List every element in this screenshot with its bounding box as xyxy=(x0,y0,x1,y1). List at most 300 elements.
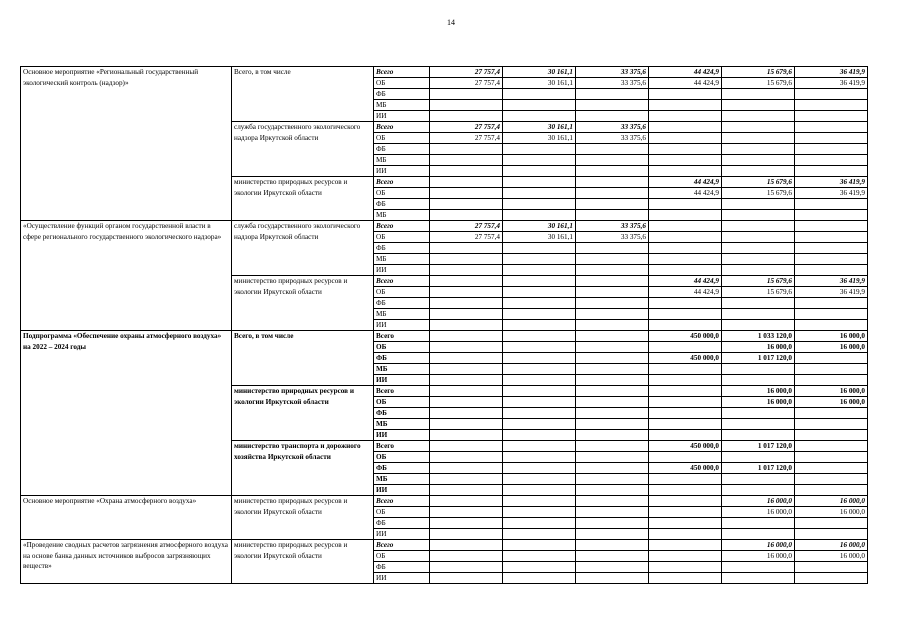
amount-cell xyxy=(722,243,795,254)
amount-cell xyxy=(722,100,795,111)
amount-cell xyxy=(649,133,722,144)
amount-cell xyxy=(649,562,722,573)
amount-cell: 450 000,0 xyxy=(649,353,722,364)
amount-cell xyxy=(430,496,503,507)
amount-cell xyxy=(576,309,649,320)
amount-cell: 30 161,1 xyxy=(503,232,576,243)
amount-cell xyxy=(503,276,576,287)
source-type-cell: ОБ xyxy=(374,551,430,562)
activity-name-cell: Подпрограмма «Обеспечение охраны атмосферного воздуха» на 2022 – 2024 годы xyxy=(21,331,232,496)
amount-cell: 450 000,0 xyxy=(649,331,722,342)
amount-cell xyxy=(576,485,649,496)
amount-cell xyxy=(430,397,503,408)
amount-cell xyxy=(649,452,722,463)
amount-cell xyxy=(649,485,722,496)
amount-cell xyxy=(795,320,868,331)
amount-cell xyxy=(503,397,576,408)
amount-cell xyxy=(722,210,795,221)
amount-cell xyxy=(576,353,649,364)
amount-cell: 33 375,6 xyxy=(576,122,649,133)
source-type-cell: МБ xyxy=(374,254,430,265)
amount-cell xyxy=(430,485,503,496)
amount-cell xyxy=(503,573,576,584)
amount-cell: 27 757,4 xyxy=(430,122,503,133)
amount-cell xyxy=(430,507,503,518)
amount-cell xyxy=(430,573,503,584)
amount-cell: 16 000,0 xyxy=(722,386,795,397)
amount-cell xyxy=(722,221,795,232)
amount-cell xyxy=(576,243,649,254)
source-type-cell: ОБ xyxy=(374,507,430,518)
amount-cell xyxy=(795,485,868,496)
table-row xyxy=(21,331,868,342)
amount-cell xyxy=(576,408,649,419)
source-type-cell: ОБ xyxy=(374,78,430,89)
amount-cell xyxy=(795,474,868,485)
amount-cell xyxy=(430,298,503,309)
executor-cell: Всего, в том числе xyxy=(232,331,374,386)
amount-cell: 16 000,0 xyxy=(722,397,795,408)
amount-cell xyxy=(430,540,503,551)
amount-cell: 27 757,4 xyxy=(430,232,503,243)
amount-cell xyxy=(649,265,722,276)
source-type-cell: ФБ xyxy=(374,144,430,155)
source-type-cell: Всего xyxy=(374,67,430,78)
amount-cell xyxy=(576,199,649,210)
amount-cell xyxy=(795,221,868,232)
amount-cell xyxy=(430,166,503,177)
source-type-cell: ФБ xyxy=(374,562,430,573)
source-type-cell: МБ xyxy=(374,309,430,320)
amount-cell xyxy=(795,210,868,221)
amount-cell: 450 000,0 xyxy=(649,463,722,474)
amount-cell: 36 419,9 xyxy=(795,287,868,298)
amount-cell xyxy=(503,320,576,331)
amount-cell xyxy=(722,111,795,122)
amount-cell xyxy=(503,551,576,562)
executor-cell: служба государственного экологического надзора Иркутской области xyxy=(232,122,374,177)
amount-cell xyxy=(503,210,576,221)
amount-cell: 36 419,9 xyxy=(795,276,868,287)
amount-cell xyxy=(430,100,503,111)
amount-cell xyxy=(795,89,868,100)
amount-cell xyxy=(430,177,503,188)
amount-cell xyxy=(576,254,649,265)
amount-cell xyxy=(649,89,722,100)
amount-cell: 44 424,9 xyxy=(649,188,722,199)
amount-cell: 16 000,0 xyxy=(722,496,795,507)
amount-cell xyxy=(576,474,649,485)
source-type-cell: МБ xyxy=(374,100,430,111)
amount-cell: 27 757,4 xyxy=(430,67,503,78)
amount-cell xyxy=(576,331,649,342)
amount-cell xyxy=(649,111,722,122)
amount-cell xyxy=(576,463,649,474)
amount-cell xyxy=(722,122,795,133)
amount-cell xyxy=(430,276,503,287)
source-type-cell: МБ xyxy=(374,364,430,375)
amount-cell xyxy=(649,298,722,309)
amount-cell: 16 000,0 xyxy=(795,496,868,507)
executor-cell: Всего, в том числе xyxy=(232,67,374,122)
amount-cell: 15 679,6 xyxy=(722,287,795,298)
amount-cell: 16 000,0 xyxy=(795,551,868,562)
amount-cell xyxy=(430,474,503,485)
amount-cell xyxy=(795,133,868,144)
amount-cell: 1 033 120,0 xyxy=(722,331,795,342)
amount-cell: 16 000,0 xyxy=(795,507,868,518)
amount-cell: 30 161,1 xyxy=(503,122,576,133)
amount-cell xyxy=(576,177,649,188)
amount-cell xyxy=(430,353,503,364)
amount-cell xyxy=(795,430,868,441)
amount-cell xyxy=(430,309,503,320)
source-type-cell: ОБ xyxy=(374,133,430,144)
amount-cell xyxy=(576,188,649,199)
table-row xyxy=(21,540,868,551)
amount-cell xyxy=(722,518,795,529)
source-type-cell: МБ xyxy=(374,474,430,485)
amount-cell xyxy=(649,364,722,375)
amount-cell xyxy=(649,254,722,265)
amount-cell xyxy=(649,375,722,386)
amount-cell: 15 679,6 xyxy=(722,188,795,199)
amount-cell xyxy=(503,265,576,276)
amount-cell xyxy=(722,133,795,144)
source-type-cell: МБ xyxy=(374,210,430,221)
amount-cell xyxy=(649,529,722,540)
amount-cell xyxy=(430,463,503,474)
amount-cell xyxy=(430,320,503,331)
source-type-cell: Всего xyxy=(374,386,430,397)
source-type-cell: ИИ xyxy=(374,111,430,122)
source-type-cell: ИИ xyxy=(374,485,430,496)
amount-cell xyxy=(576,518,649,529)
amount-cell xyxy=(430,254,503,265)
amount-cell xyxy=(795,419,868,430)
amount-cell: 44 424,9 xyxy=(649,78,722,89)
amount-cell xyxy=(649,540,722,551)
amount-cell xyxy=(795,573,868,584)
source-type-cell: Всего xyxy=(374,177,430,188)
amount-cell xyxy=(795,441,868,452)
amount-cell xyxy=(430,155,503,166)
source-type-cell: Всего xyxy=(374,122,430,133)
amount-cell: 33 375,6 xyxy=(576,78,649,89)
source-type-cell: ФБ xyxy=(374,518,430,529)
source-type-cell: МБ xyxy=(374,155,430,166)
amount-cell xyxy=(503,100,576,111)
amount-cell xyxy=(649,386,722,397)
amount-cell xyxy=(649,210,722,221)
amount-cell xyxy=(795,155,868,166)
amount-cell xyxy=(576,342,649,353)
amount-cell: 16 000,0 xyxy=(722,507,795,518)
amount-cell xyxy=(503,89,576,100)
amount-cell xyxy=(576,496,649,507)
activity-name-cell: Основное мероприятие «Охрана атмосферного воздуха» xyxy=(21,496,232,540)
amount-cell xyxy=(649,397,722,408)
executor-cell: министерство природных ресурсов и экологии Иркутской области xyxy=(232,276,374,331)
amount-cell xyxy=(503,419,576,430)
amount-cell xyxy=(795,144,868,155)
amount-cell: 450 000,0 xyxy=(649,441,722,452)
amount-cell xyxy=(795,408,868,419)
amount-cell: 15 679,6 xyxy=(722,177,795,188)
amount-cell: 16 000,0 xyxy=(722,342,795,353)
amount-cell: 30 161,1 xyxy=(503,221,576,232)
amount-cell: 30 161,1 xyxy=(503,133,576,144)
source-type-cell: ФБ xyxy=(374,199,430,210)
amount-cell xyxy=(722,474,795,485)
amount-cell xyxy=(795,254,868,265)
amount-cell xyxy=(430,562,503,573)
amount-cell xyxy=(576,551,649,562)
amount-cell xyxy=(503,188,576,199)
amount-cell xyxy=(795,265,868,276)
amount-cell xyxy=(722,529,795,540)
amount-cell xyxy=(430,364,503,375)
amount-cell xyxy=(649,144,722,155)
amount-cell xyxy=(503,111,576,122)
amount-cell xyxy=(576,287,649,298)
source-type-cell: ФБ xyxy=(374,408,430,419)
amount-cell xyxy=(430,529,503,540)
amount-cell xyxy=(503,386,576,397)
amount-cell xyxy=(503,364,576,375)
amount-cell xyxy=(503,243,576,254)
amount-cell: 44 424,9 xyxy=(649,177,722,188)
source-type-cell: ИИ xyxy=(374,320,430,331)
amount-cell xyxy=(576,430,649,441)
amount-cell xyxy=(576,441,649,452)
amount-cell xyxy=(503,155,576,166)
amount-cell xyxy=(649,551,722,562)
amount-cell: 44 424,9 xyxy=(649,67,722,78)
source-type-cell: Всего xyxy=(374,331,430,342)
source-type-cell: ОБ xyxy=(374,232,430,243)
amount-cell xyxy=(576,386,649,397)
amount-cell xyxy=(722,309,795,320)
amount-cell xyxy=(649,232,722,243)
amount-cell xyxy=(503,353,576,364)
amount-cell: 15 679,6 xyxy=(722,276,795,287)
amount-cell xyxy=(503,199,576,210)
amount-cell xyxy=(649,155,722,166)
amount-cell: 44 424,9 xyxy=(649,276,722,287)
amount-cell xyxy=(576,452,649,463)
amount-cell xyxy=(722,232,795,243)
source-type-cell: ИИ xyxy=(374,430,430,441)
amount-cell xyxy=(430,441,503,452)
amount-cell xyxy=(430,452,503,463)
amount-cell xyxy=(722,375,795,386)
amount-cell xyxy=(722,298,795,309)
amount-cell xyxy=(722,144,795,155)
source-type-cell: ФБ xyxy=(374,298,430,309)
amount-cell xyxy=(649,474,722,485)
amount-cell: 36 419,9 xyxy=(795,177,868,188)
amount-cell xyxy=(795,309,868,320)
amount-cell xyxy=(503,331,576,342)
amount-cell xyxy=(722,199,795,210)
amount-cell xyxy=(649,100,722,111)
table-row xyxy=(21,496,868,507)
amount-cell xyxy=(795,199,868,210)
amount-cell xyxy=(430,111,503,122)
activity-name-cell: Основное мероприятие «Региональный государственный экологический контроль (надзор)» xyxy=(21,67,232,221)
executor-cell: министерство природных ресурсов и экологии Иркутской области xyxy=(232,177,374,221)
amount-cell xyxy=(503,529,576,540)
amount-cell xyxy=(576,210,649,221)
source-type-cell: ОБ xyxy=(374,397,430,408)
amount-cell xyxy=(576,529,649,540)
amount-cell xyxy=(722,155,795,166)
amount-cell xyxy=(430,144,503,155)
amount-cell xyxy=(576,562,649,573)
amount-cell xyxy=(722,408,795,419)
amount-cell xyxy=(503,408,576,419)
amount-cell xyxy=(795,364,868,375)
amount-cell xyxy=(795,232,868,243)
amount-cell: 1 017 120,0 xyxy=(722,441,795,452)
amount-cell xyxy=(430,430,503,441)
amount-cell xyxy=(503,518,576,529)
source-type-cell: ИИ xyxy=(374,166,430,177)
amount-cell xyxy=(795,463,868,474)
amount-cell: 16 000,0 xyxy=(722,540,795,551)
amount-cell xyxy=(722,430,795,441)
amount-cell xyxy=(576,111,649,122)
amount-cell: 16 000,0 xyxy=(795,331,868,342)
amount-cell xyxy=(795,452,868,463)
amount-cell xyxy=(722,89,795,100)
amount-cell: 33 375,6 xyxy=(576,133,649,144)
amount-cell xyxy=(576,298,649,309)
amount-cell xyxy=(722,254,795,265)
activity-name-cell: «Проведение сводных расчетов загрязнения атмосферного воздуха на основе банка данных источников выбросов загрязняющих веществ» xyxy=(21,540,232,584)
amount-cell xyxy=(649,573,722,584)
amount-cell xyxy=(503,254,576,265)
amount-cell: 36 419,9 xyxy=(795,67,868,78)
amount-cell xyxy=(503,166,576,177)
source-type-cell: ФБ xyxy=(374,353,430,364)
table-row xyxy=(21,221,868,232)
amount-cell xyxy=(649,496,722,507)
amount-cell xyxy=(576,540,649,551)
source-type-cell: Всего xyxy=(374,276,430,287)
amount-cell: 16 000,0 xyxy=(795,386,868,397)
amount-cell xyxy=(576,166,649,177)
amount-cell xyxy=(576,320,649,331)
budget-table xyxy=(20,66,868,584)
amount-cell: 1 017 120,0 xyxy=(722,463,795,474)
amount-cell xyxy=(503,496,576,507)
amount-cell xyxy=(649,166,722,177)
table-row xyxy=(21,67,868,78)
amount-cell: 16 000,0 xyxy=(795,540,868,551)
amount-cell xyxy=(649,342,722,353)
amount-cell xyxy=(430,518,503,529)
amount-cell xyxy=(430,419,503,430)
amount-cell xyxy=(503,485,576,496)
amount-cell xyxy=(649,221,722,232)
amount-cell xyxy=(430,287,503,298)
amount-cell: 33 375,6 xyxy=(576,67,649,78)
amount-cell xyxy=(576,419,649,430)
amount-cell xyxy=(649,518,722,529)
amount-cell xyxy=(795,243,868,254)
amount-cell xyxy=(430,551,503,562)
amount-cell xyxy=(649,309,722,320)
amount-cell xyxy=(649,122,722,133)
amount-cell xyxy=(430,408,503,419)
source-type-cell: ОБ xyxy=(374,287,430,298)
amount-cell: 16 000,0 xyxy=(722,551,795,562)
amount-cell xyxy=(503,540,576,551)
amount-cell: 16 000,0 xyxy=(795,342,868,353)
amount-cell xyxy=(795,562,868,573)
amount-cell xyxy=(503,309,576,320)
source-type-cell: ИИ xyxy=(374,529,430,540)
amount-cell xyxy=(503,441,576,452)
source-type-cell: ОБ xyxy=(374,452,430,463)
amount-cell xyxy=(503,287,576,298)
amount-cell xyxy=(430,199,503,210)
source-type-cell: Всего xyxy=(374,221,430,232)
amount-cell xyxy=(576,364,649,375)
source-type-cell: ИИ xyxy=(374,265,430,276)
source-type-cell: Всего xyxy=(374,441,430,452)
amount-cell xyxy=(722,562,795,573)
amount-cell xyxy=(795,122,868,133)
amount-cell xyxy=(576,100,649,111)
activity-name-cell: «Осуществление функций органом государственной власти в сфере регионального государственного экологического надзора» xyxy=(21,221,232,331)
amount-cell xyxy=(649,199,722,210)
amount-cell xyxy=(503,463,576,474)
amount-cell xyxy=(503,375,576,386)
amount-cell: 27 757,4 xyxy=(430,221,503,232)
amount-cell: 15 679,6 xyxy=(722,78,795,89)
source-type-cell: ИИ xyxy=(374,573,430,584)
amount-cell xyxy=(576,89,649,100)
amount-cell xyxy=(722,265,795,276)
amount-cell xyxy=(576,155,649,166)
amount-cell xyxy=(795,166,868,177)
source-type-cell: ФБ xyxy=(374,243,430,254)
amount-cell: 27 757,4 xyxy=(430,133,503,144)
amount-cell xyxy=(795,353,868,364)
amount-cell: 15 679,6 xyxy=(722,67,795,78)
source-type-cell: ИИ xyxy=(374,375,430,386)
executor-cell: министерство природных ресурсов и экологии Иркутской области xyxy=(232,386,374,441)
amount-cell xyxy=(649,430,722,441)
amount-cell: 36 419,9 xyxy=(795,78,868,89)
amount-cell xyxy=(430,210,503,221)
source-type-cell: Всего xyxy=(374,496,430,507)
amount-cell xyxy=(430,265,503,276)
amount-cell xyxy=(795,529,868,540)
amount-cell xyxy=(795,518,868,529)
amount-cell xyxy=(576,507,649,518)
amount-cell: 33 375,6 xyxy=(576,221,649,232)
amount-cell xyxy=(722,166,795,177)
amount-cell: 36 419,9 xyxy=(795,188,868,199)
amount-cell xyxy=(503,507,576,518)
source-type-cell: ОБ xyxy=(374,342,430,353)
amount-cell xyxy=(576,573,649,584)
amount-cell xyxy=(722,320,795,331)
